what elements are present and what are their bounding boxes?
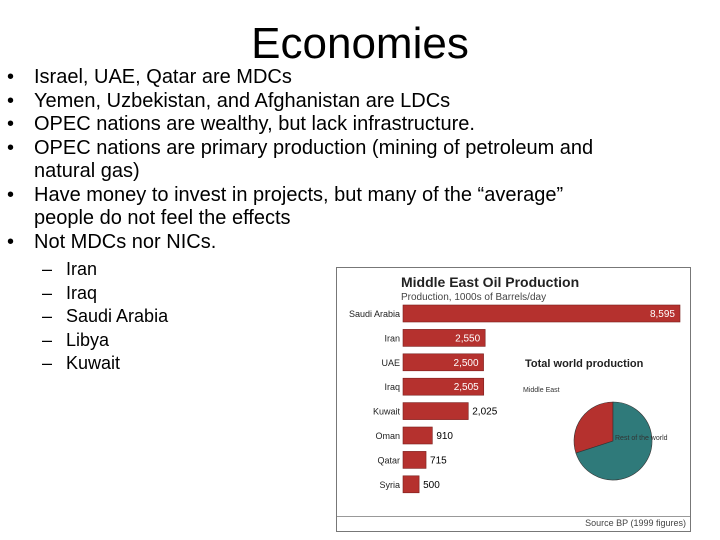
chart-source: Source BP (1999 figures): [585, 518, 686, 528]
bullet-item: [0, 184, 594, 231]
bullet-marker: •: [7, 136, 15, 159]
dash-marker: –: [42, 306, 53, 326]
dash-marker: –: [42, 353, 53, 373]
pie-title: Total world production: [525, 358, 644, 370]
bullet-item: [0, 231, 594, 255]
bullet-item: [0, 90, 594, 114]
bar: [403, 403, 468, 420]
sub-bullet-text: Libya: [66, 329, 110, 350]
bar-category-label: Syria: [379, 479, 400, 490]
slide-title: Economies: [251, 19, 469, 68]
bar-category-label: Iran: [384, 333, 400, 344]
dash-marker: –: [42, 259, 53, 279]
bar: [403, 451, 426, 468]
chart-canvas: [337, 268, 690, 531]
chart-divider: [337, 516, 690, 517]
bar-category-label: Qatar: [377, 455, 400, 466]
bullet-text: Yemen, Uzbekistan, and Afghanistan are LDCs: [34, 89, 451, 112]
bullet-item: [0, 66, 594, 90]
bar: [403, 305, 680, 322]
bullet-text: Israel, UAE, Qatar are MDCs: [34, 66, 292, 88]
bar-value-label: 2,500: [453, 357, 479, 369]
bullet-item: [0, 137, 594, 184]
bar-value-label: 2,550: [455, 333, 481, 345]
bullet-marker: •: [7, 66, 15, 88]
chart-title: Middle East Oil Production: [401, 274, 580, 290]
bar-category-label: UAE: [381, 357, 400, 368]
bullet-marker: •: [7, 230, 15, 253]
dash-marker: –: [42, 282, 53, 303]
bar-value-label: 715: [430, 455, 447, 467]
bullet-text: Not MDCs nor NICs.: [34, 230, 217, 253]
bar-category-label: Kuwait: [372, 406, 400, 417]
bar-value-label: 910: [436, 431, 454, 442]
bar-value-label: 8,595: [649, 309, 675, 320]
sub-bullet-text: Iraq: [66, 282, 98, 303]
bar-value-label: 2,025: [472, 406, 498, 418]
bar-category-label: Iraq: [384, 382, 400, 393]
bar-category-label: Saudi Arabia: [348, 309, 400, 319]
sub-bullet-text: Kuwait: [66, 353, 121, 373]
bullet-marker: •: [7, 89, 15, 112]
bullet-text: OPEC nations are primary production (mining of petroleum and natural gas): [34, 136, 594, 182]
bullet-marker: •: [7, 113, 15, 135]
dash-marker: –: [42, 329, 53, 350]
bullet-text: Have money to invest in projects, but many of the “average” people do not feel the effects: [34, 183, 564, 229]
sub-bullet-text: Saudi Arabia: [66, 306, 169, 326]
bar-value-label: 500: [423, 479, 440, 491]
bar: [403, 476, 419, 493]
bullet-marker: •: [7, 183, 15, 206]
bar-category-label: Oman: [375, 431, 400, 441]
sub-bullet-text: Iran: [66, 259, 98, 279]
chart-subtitle: Production, 1000s of Barrels/day: [401, 292, 547, 303]
pie-label: Middle East: [523, 387, 560, 394]
bullet-item: [0, 113, 594, 137]
bullet-text: OPEC nations are wealthy, but lack infrastructure.: [34, 113, 475, 135]
bar: [403, 427, 432, 444]
pie-label: Rest of the world: [615, 435, 668, 442]
oil-production-chart: [336, 267, 691, 532]
bar-value-label: 2,505: [453, 382, 479, 394]
